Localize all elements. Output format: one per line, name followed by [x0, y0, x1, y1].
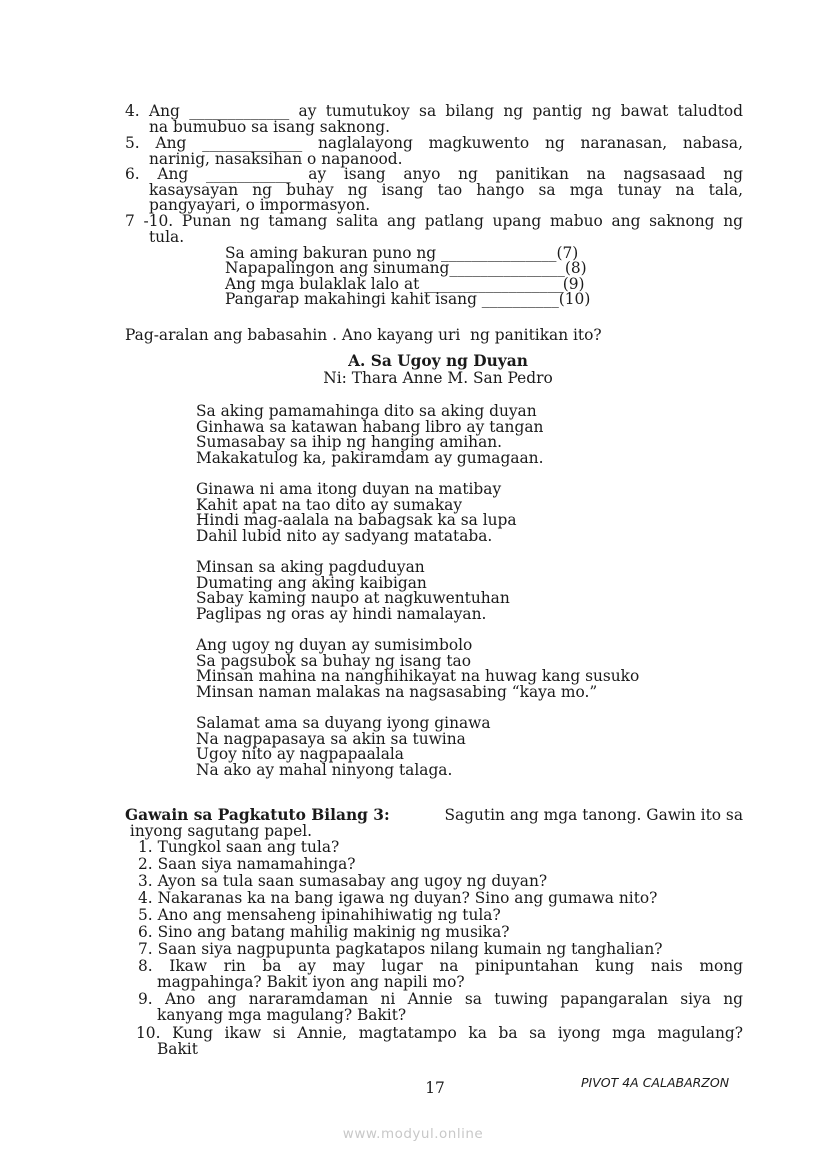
- question-8-line-2: magpahinga? Bakit iyon ang napili mo?: [157, 973, 465, 991]
- poem-line: Ginhawa sa katawan habang libro ay tangan: [196, 418, 544, 436]
- item-6-line-2: kasaysayan ng buhay ng isang tao hango sa mga tunay na tala,: [149, 181, 743, 199]
- question-9-line-1: 9. Ano ang nararamdaman ni Annie sa tuwing papangaralan siya ng: [138, 990, 743, 1008]
- poem-line: Minsan naman malakas na nagsasabing “kaya mo.”: [196, 683, 598, 701]
- poem-line: Hindi mag-aalala na babagsak ka sa lupa: [196, 511, 517, 529]
- page-number: 17: [425, 1079, 445, 1097]
- poem-line: Dahil lubid nito ay sadyang matataba.: [196, 527, 493, 545]
- activity-instruction: Sagutin ang mga tanong. Gawin ito sa: [444, 806, 743, 824]
- poem-line: Sa aking pamamahinga dito sa aking duyan: [196, 402, 537, 420]
- stanza-line-9: Ang mga bulaklak lalo at __________________(9): [225, 275, 585, 293]
- item-4-line-2: na bumubuo sa isang saknong.: [149, 118, 391, 136]
- question-9-line-2: kanyang mga magulang? Bakit?: [157, 1006, 407, 1024]
- poem-line: Ugoy nito ay nagpapaalala: [196, 745, 404, 763]
- poem-line: Na ako ay mahal ninyong talaga.: [196, 761, 453, 779]
- poem-line: Minsan mahina na nanghihikayat na huwag kang susuko: [196, 667, 640, 685]
- item-6-line-1: 6. Ang ___________ ay isang anyo ng panitikan na nagsasaad ng: [125, 165, 743, 183]
- poem-line: Sabay kaming naupo at nagkuwentuhan: [196, 589, 510, 607]
- activity-heading: Gawain sa Pagkatuto Bilang 3:: [125, 806, 390, 824]
- item-7-10-line-2: tula.: [149, 228, 185, 246]
- stanza-line-8: Napapalingon ang sinumang_______________(8): [225, 259, 587, 277]
- item-5-line-1: 5. Ang _____________ naglalayong magkuwento ng naranasan, nabasa,: [125, 134, 743, 152]
- poem-line: Ginawa ni ama itong duyan na matibay: [196, 480, 502, 498]
- poem-line: Minsan sa aking pagduduyan: [196, 558, 425, 576]
- item-4-line-1: 4. Ang _____________ ay tumutukoy sa bilang ng pantig ng bawat taludtod: [125, 102, 743, 120]
- series-label: PIVOT 4A CALABARZON: [581, 1075, 730, 1090]
- item-6-line-3: pangyayari, o impormasyon.: [149, 196, 371, 214]
- poem-line: Kahit apat na tao dito ay sumakay: [196, 496, 463, 514]
- question-5: 5. Ano ang mensaheng ipinahihiwatig ng tula?: [138, 906, 501, 924]
- question-1: 1. Tungkol saan ang tula?: [138, 838, 340, 856]
- question-6: 6. Sino ang batang mahilig makinig ng musika?: [138, 923, 510, 941]
- stanza-line-10: Pangarap makahingi kahit isang __________(10): [225, 290, 591, 308]
- question-8-line-1: 8. Ikaw rin ba ay may lugar na pinipuntahan kung nais mong: [138, 957, 743, 975]
- reading-instruction: Pag-aralan ang babasahin . Ano kayang uri ng panitikan ito?: [125, 326, 602, 344]
- question-10-line-1: 10. Kung ikaw si Annie, magtatampo ka ba sa iyong mga magulang?: [136, 1024, 743, 1042]
- poem-line: Paglipas ng oras ay hindi namalayan.: [196, 605, 487, 623]
- poem-title: A. Sa Ugoy ng Duyan: [348, 352, 528, 370]
- poem-line: Salamat ama sa duyang iyong ginawa: [196, 714, 491, 732]
- question-3: 3. Ayon sa tula saan sumasabay ang ugoy ng duyan?: [138, 872, 548, 890]
- question-10-line-2: Bakit: [157, 1040, 198, 1058]
- poem-line: Makakatulog ka, pakiramdam ay gumagaan.: [196, 449, 544, 467]
- watermark: www.modyul.online: [342, 1126, 484, 1142]
- poem-line: Dumating ang aking kaibigan: [196, 574, 427, 592]
- question-7: 7. Saan siya nagpupunta pagkatapos nilang kumain ng tanghalian?: [138, 940, 663, 958]
- item-5-line-2: narinig, nasaksihan o napanood.: [149, 150, 403, 168]
- item-7-10-line-1: 7 -10. Punan ng tamang salita ang patlang upang mabuo ang saknong ng: [125, 212, 743, 230]
- poem-line: Sumasabay sa ihip ng hanging amihan.: [196, 433, 503, 451]
- poem-author: Ni: Thara Anne M. San Pedro: [323, 369, 553, 387]
- poem-line: Na nagpapasaya sa akin sa tuwina: [196, 730, 466, 748]
- stanza-line-7: Sa aming bakuran puno ng _______________(7): [225, 244, 579, 262]
- question-4: 4. Nakaranas ka na bang igawa ng duyan? Sino ang gumawa nito?: [138, 889, 658, 907]
- poem-line: Sa pagsubok sa buhay ng isang tao: [196, 652, 471, 670]
- activity-instruction-line-2: inyong sagutang papel.: [125, 822, 313, 840]
- poem-line: Ang ugoy ng duyan ay sumisimbolo: [196, 636, 473, 654]
- question-2: 2. Saan siya namamahinga?: [138, 855, 356, 873]
